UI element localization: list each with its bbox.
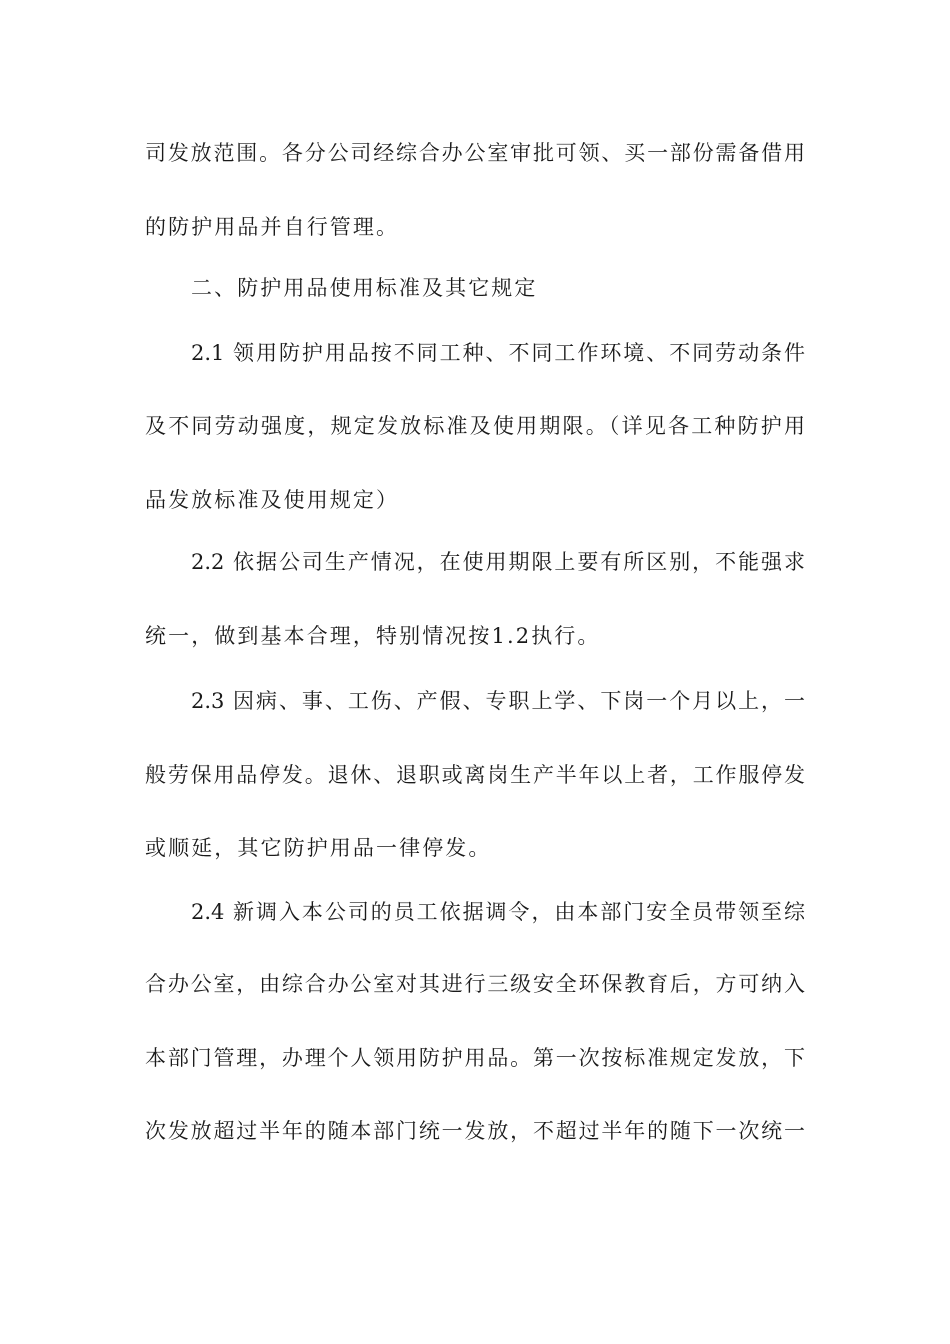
- body-text-line: 品发放标准及使用规定）: [145, 488, 400, 512]
- body-text-line: 般劳保用品停发。退休、退职或离岗生产半年以上者，工作服停发: [145, 763, 805, 787]
- body-text-line: 本部门管理，办理个人领用防护用品。第一次按标准规定发放，下: [145, 1046, 805, 1070]
- body-text-line: 或顺延，其它防护用品一律停发。: [145, 836, 492, 860]
- body-text-line: 统一，做到基本合理，特别情况按1.2执行。: [145, 624, 601, 648]
- body-text-line: 2.1 领用防护用品按不同工种、不同工作环境、不同劳动条件: [191, 341, 805, 365]
- body-text-line: 司发放范围。各分公司经综合办公室审批可领、买一部份需备借用: [145, 141, 805, 165]
- body-text-line: 及不同劳动强度，规定发放标准及使用期限。（详见各工种防护用: [145, 414, 805, 438]
- section-heading: 二、防护用品使用标准及其它规定: [191, 276, 538, 300]
- body-text-line: 2.3 因病、事、工伤、产假、专职上学、下岗一个月以上，一: [191, 689, 805, 713]
- body-text-line: 2.4 新调入本公司的员工依据调令，由本部门安全员带领至综: [191, 900, 805, 924]
- body-text-line: 次发放超过半年的随本部门统一发放，不超过半年的随下一次统一: [145, 1119, 805, 1143]
- body-text-line: 的防护用品并自行管理。: [145, 215, 400, 239]
- body-text-line: 2.2 依据公司生产情况，在使用期限上要有所区别，不能强求: [191, 550, 805, 574]
- body-text-line: 合办公室，由综合办公室对其进行三级安全环保教育后，方可纳入: [145, 972, 805, 996]
